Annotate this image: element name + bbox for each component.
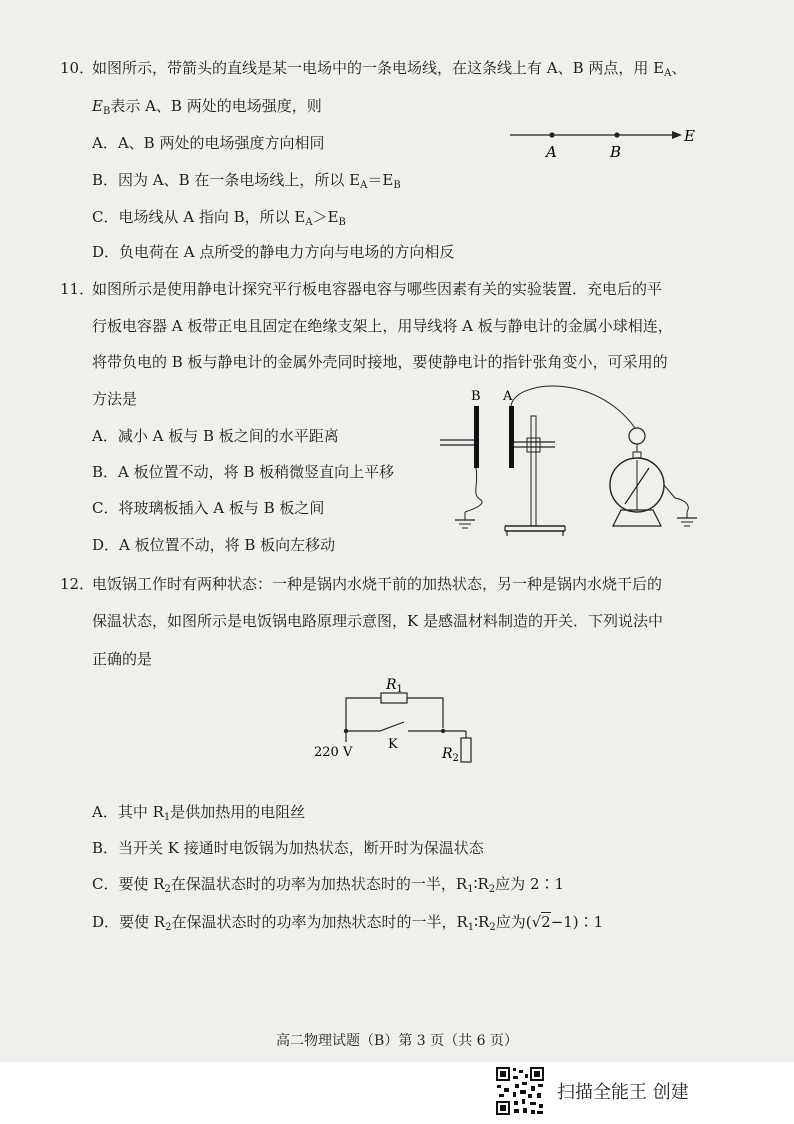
q12-option-a[interactable]: A．其中 $R_1$是供加热用的电阻丝 [92, 803, 306, 823]
plate-a-label: A [503, 389, 513, 404]
metal-ball [629, 428, 645, 444]
resistor-r1 [381, 693, 407, 703]
qr-code-icon [495, 1066, 545, 1116]
voltage-label: 220 V [314, 745, 353, 760]
arrowhead-icon [672, 131, 682, 139]
stand-clamp [527, 438, 540, 452]
resistor-r2 [461, 738, 471, 762]
q12-circuit-figure [300, 672, 500, 772]
q12-number: 12． [60, 575, 95, 593]
stand-rod [531, 416, 536, 526]
q12-stem-line2: 保温状态，如图所示是电饭锅电路原理示意图，K 是感温材料制造的开关．下列说法中 [92, 612, 663, 630]
q11-option-d[interactable]: D．A 板位置不动，将 B 板向左移动 [92, 536, 336, 554]
plate-b-label: B [471, 389, 481, 404]
switch-k-label: K [388, 737, 398, 752]
r2-label: $R_2$ [442, 746, 459, 764]
q11-number: 11． [60, 280, 95, 298]
q10-option-d[interactable]: D．负电荷在 A 点所受的静电力方向与电场的方向相反 [92, 243, 455, 261]
q11-option-a[interactable]: A．减小 A 板与 B 板之间的水平距离 [92, 427, 339, 445]
q10-number: 10． [60, 59, 95, 77]
electrometer-ground-wire [664, 485, 688, 512]
q11-stem-line2: 行板电容器 A 板带正电且固定在绝缘支架上，用导线将 A 板与静电计的金属小球相连， [92, 317, 673, 335]
point-a-dot [549, 132, 554, 137]
q12-option-d[interactable]: D．要使 $R_2$在保温状态时的功率为加热状态时的一半，$R_1∶R_2$应为(√2−1)∶1 [92, 913, 604, 933]
q12-stem-line3: 正确的是 [92, 650, 153, 668]
switch-k [380, 722, 404, 731]
q10-stem-line1: 如图所示，带箭头的直线是某一电场中的一条电场线，在这条线上有 A、B 两点，用 $E_A$、 [92, 59, 687, 79]
connecting-wire [511, 386, 635, 428]
q12-stem-line1: 电饭锅工作时有两种状态：一种是锅内水烧干前的加热状态，另一种是锅内水烧干后的 [92, 575, 663, 593]
point-b-dot [614, 132, 619, 137]
q11-option-c[interactable]: C．将玻璃板插入 A 板与 B 板之间 [92, 499, 325, 517]
sqrt-sign-icon: √ [531, 913, 542, 931]
q11-stem-line4: 方法是 [92, 390, 138, 408]
r1-label: $R_1$ [386, 677, 403, 695]
scanner-watermark-text: 扫描全能王 创建 [557, 1082, 689, 1103]
q10-option-c[interactable]: C．电场线从 A 指向 B，所以 $E_A>E_B$ [92, 208, 346, 228]
point-b-label: B [610, 143, 622, 161]
plate-a [509, 406, 514, 468]
q10-field-line-figure [500, 120, 700, 165]
plate-b [474, 406, 479, 468]
circuit-wire-left [346, 698, 381, 742]
point-a-label: A [546, 143, 557, 161]
q10-option-b[interactable]: B．因为 A、B 在一条电场线上，所以 $E_A=E_B$ [92, 171, 401, 191]
q11-option-b[interactable]: B．A 板位置不动，将 B 板稍微竖直向上平移 [92, 463, 395, 481]
circuit-wire-right [407, 698, 443, 728]
q10-option-a[interactable]: A．A、B 两处的电场强度方向相同 [92, 134, 325, 152]
field-label: E [684, 127, 695, 145]
q11-stem-line1: 如图所示是使用静电计探究平行板电容器电容与哪些因素有关的实验装置．充电后的平 [92, 280, 663, 298]
q10-stem-line2: $E_B$表示 A、B 两处的电场强度，则 [92, 97, 322, 117]
plate-b-ground-wire [465, 468, 482, 512]
q12-option-b[interactable]: B．当开关 K 接通时电饭锅为加热状态，断开时为保温状态 [92, 839, 484, 857]
q11-electrometer-figure [435, 380, 715, 550]
q11-stem-line3: 将带负电的 B 板与静电计的金属外壳同时接地，要使静电计的指针张角变小，可采用的 [92, 353, 668, 371]
q12-option-c[interactable]: C．要使 $R_2$在保温状态时的功率为加热状态时的一半，$R_1∶R_2$应为 2∶1 [92, 875, 565, 895]
page-footer: 高二物理试题（B）第 3 页（共 6 页） [276, 1033, 518, 1049]
